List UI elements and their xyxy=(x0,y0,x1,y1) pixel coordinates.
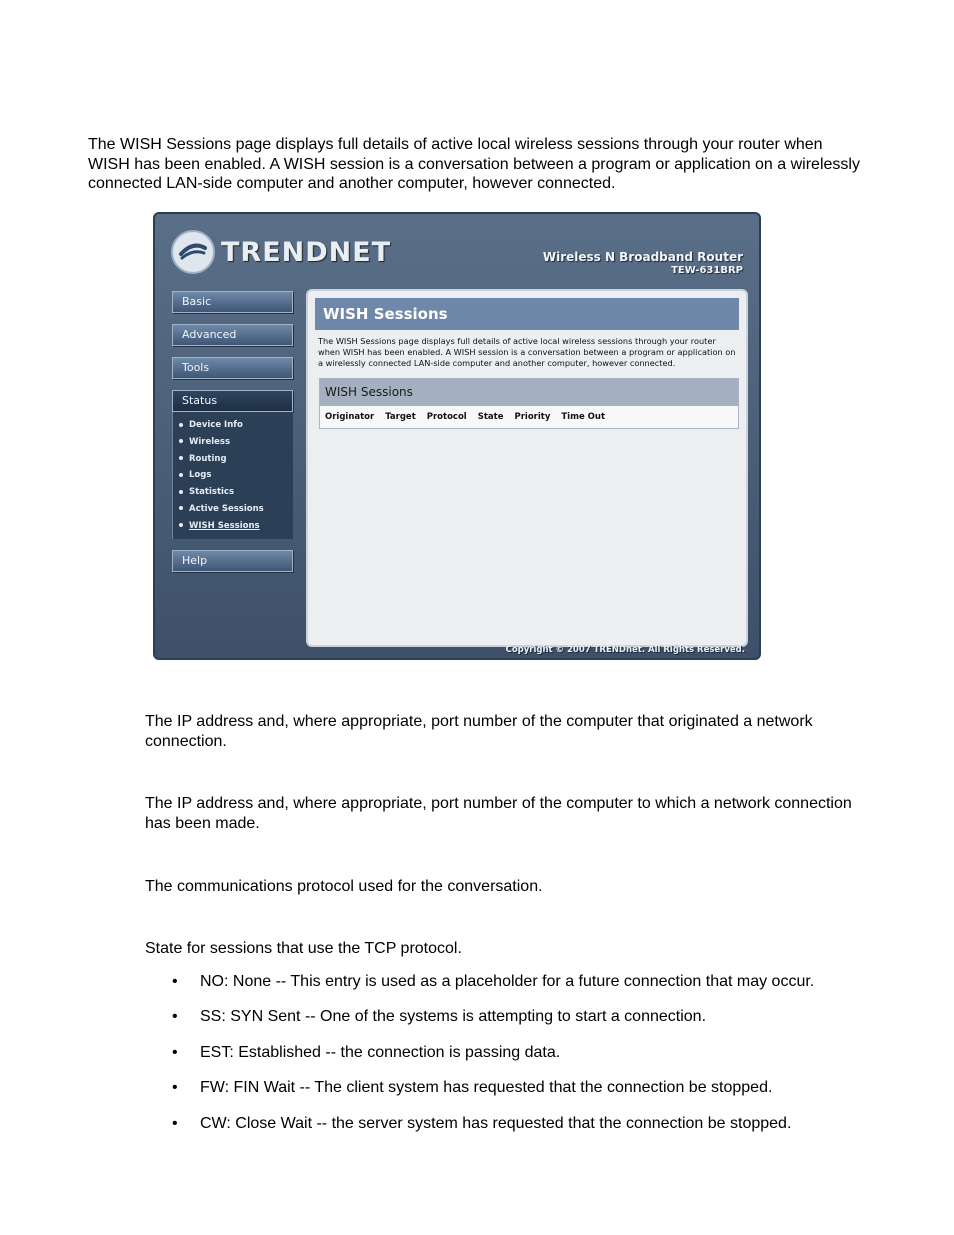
nav-advanced-button[interactable]: Advanced xyxy=(172,324,293,346)
column-priority: Priority xyxy=(514,412,551,423)
router-screenshot xyxy=(153,212,761,660)
trendnet-logo xyxy=(171,230,391,274)
submenu-wish-sessions[interactable]: WISH Sessions xyxy=(179,518,293,535)
sidebar-nav xyxy=(172,291,293,583)
nav-help-button[interactable]: Help xyxy=(172,550,293,572)
table-header-row xyxy=(320,406,738,428)
column-time-out: Time Out xyxy=(561,412,606,423)
list-item: • CW: Close Wait -- the server system has requested that the connection be stopped. xyxy=(172,1114,792,1132)
page-title: WISH Sessions xyxy=(315,298,739,330)
submenu-routing[interactable]: Routing xyxy=(179,451,293,468)
page-description: The WISH Sessions page displays full details of active local wireless sessions through your router when WISH has been enabled. A WISH session is a conversation between a program or application on a wirelessly connected LAN-side computer and another computer, however connected. xyxy=(318,336,736,368)
submenu-statistics[interactable]: Statistics xyxy=(179,484,293,501)
list-item: • SS: SYN Sent -- One of the systems is attempting to start a connection. xyxy=(172,1008,707,1026)
submenu-wireless[interactable]: Wireless xyxy=(179,434,293,451)
list-item: • FW: FIN Wait -- The client system has requested that the connection be stopped. xyxy=(172,1079,773,1097)
bullet-icon: • xyxy=(172,1008,178,1026)
status-submenu xyxy=(172,412,293,539)
bullet-icon xyxy=(179,506,183,510)
list-item: • EST: Established -- the connection is passing data. xyxy=(172,1043,561,1061)
originator-description: The IP address and, where appropriate, port number of the computer that originated a network connection. xyxy=(145,713,813,750)
column-state: State xyxy=(477,412,504,423)
bullet-icon: • xyxy=(172,1114,178,1132)
logo-swoosh-icon xyxy=(171,230,215,274)
product-model: TEW-631BRP xyxy=(671,265,743,276)
protocol-description: The communications protocol used for the conversation. xyxy=(145,878,543,895)
column-target: Target xyxy=(385,412,416,423)
submenu-active-sessions[interactable]: Active Sessions xyxy=(179,501,293,518)
column-originator: Originator xyxy=(325,412,375,423)
list-item: • NO: None -- This entry is used as a placeholder for a future connection that may occur. xyxy=(172,973,815,990)
content-panel xyxy=(306,289,748,647)
target-description: The IP address and, where appropriate, port number of the computer to which a network connection has been made. xyxy=(145,795,852,832)
bullet-icon xyxy=(179,473,183,477)
table-title: WISH Sessions xyxy=(320,379,738,406)
brand-text: TRENDNET xyxy=(221,236,392,268)
copyright-text: Copyright © 2007 TRENDnet. All Rights Reserved. xyxy=(505,645,745,655)
bullet-icon: • xyxy=(172,973,178,990)
bullet-icon xyxy=(179,523,183,527)
product-name: Wireless N Broadband Router xyxy=(542,250,743,264)
nav-basic-button[interactable]: Basic xyxy=(172,291,293,313)
bullet-icon xyxy=(179,456,183,460)
bullet-icon xyxy=(179,490,183,494)
bullet-icon xyxy=(179,423,183,427)
state-description: State for sessions that use the TCP protocol. xyxy=(145,940,462,957)
column-protocol: Protocol xyxy=(426,412,467,423)
nav-tools-button[interactable]: Tools xyxy=(172,357,293,379)
bullet-icon xyxy=(179,439,183,443)
wish-sessions-table xyxy=(319,378,739,429)
intro-paragraph: The WISH Sessions page displays full details of active local wireless sessions through your router when WISH has been enabled. A WISH session is a conversation between a program or application on a wirelessly connected LAN-side computer and another computer, however connected. xyxy=(88,136,860,193)
submenu-device-info[interactable]: Device Info xyxy=(179,417,293,434)
nav-status-button[interactable]: Status xyxy=(172,390,293,412)
bullet-icon: • xyxy=(172,1043,178,1061)
bullet-icon: • xyxy=(172,1079,178,1097)
submenu-logs[interactable]: Logs xyxy=(179,467,293,484)
product-header xyxy=(543,250,743,276)
state-list xyxy=(172,972,872,1149)
